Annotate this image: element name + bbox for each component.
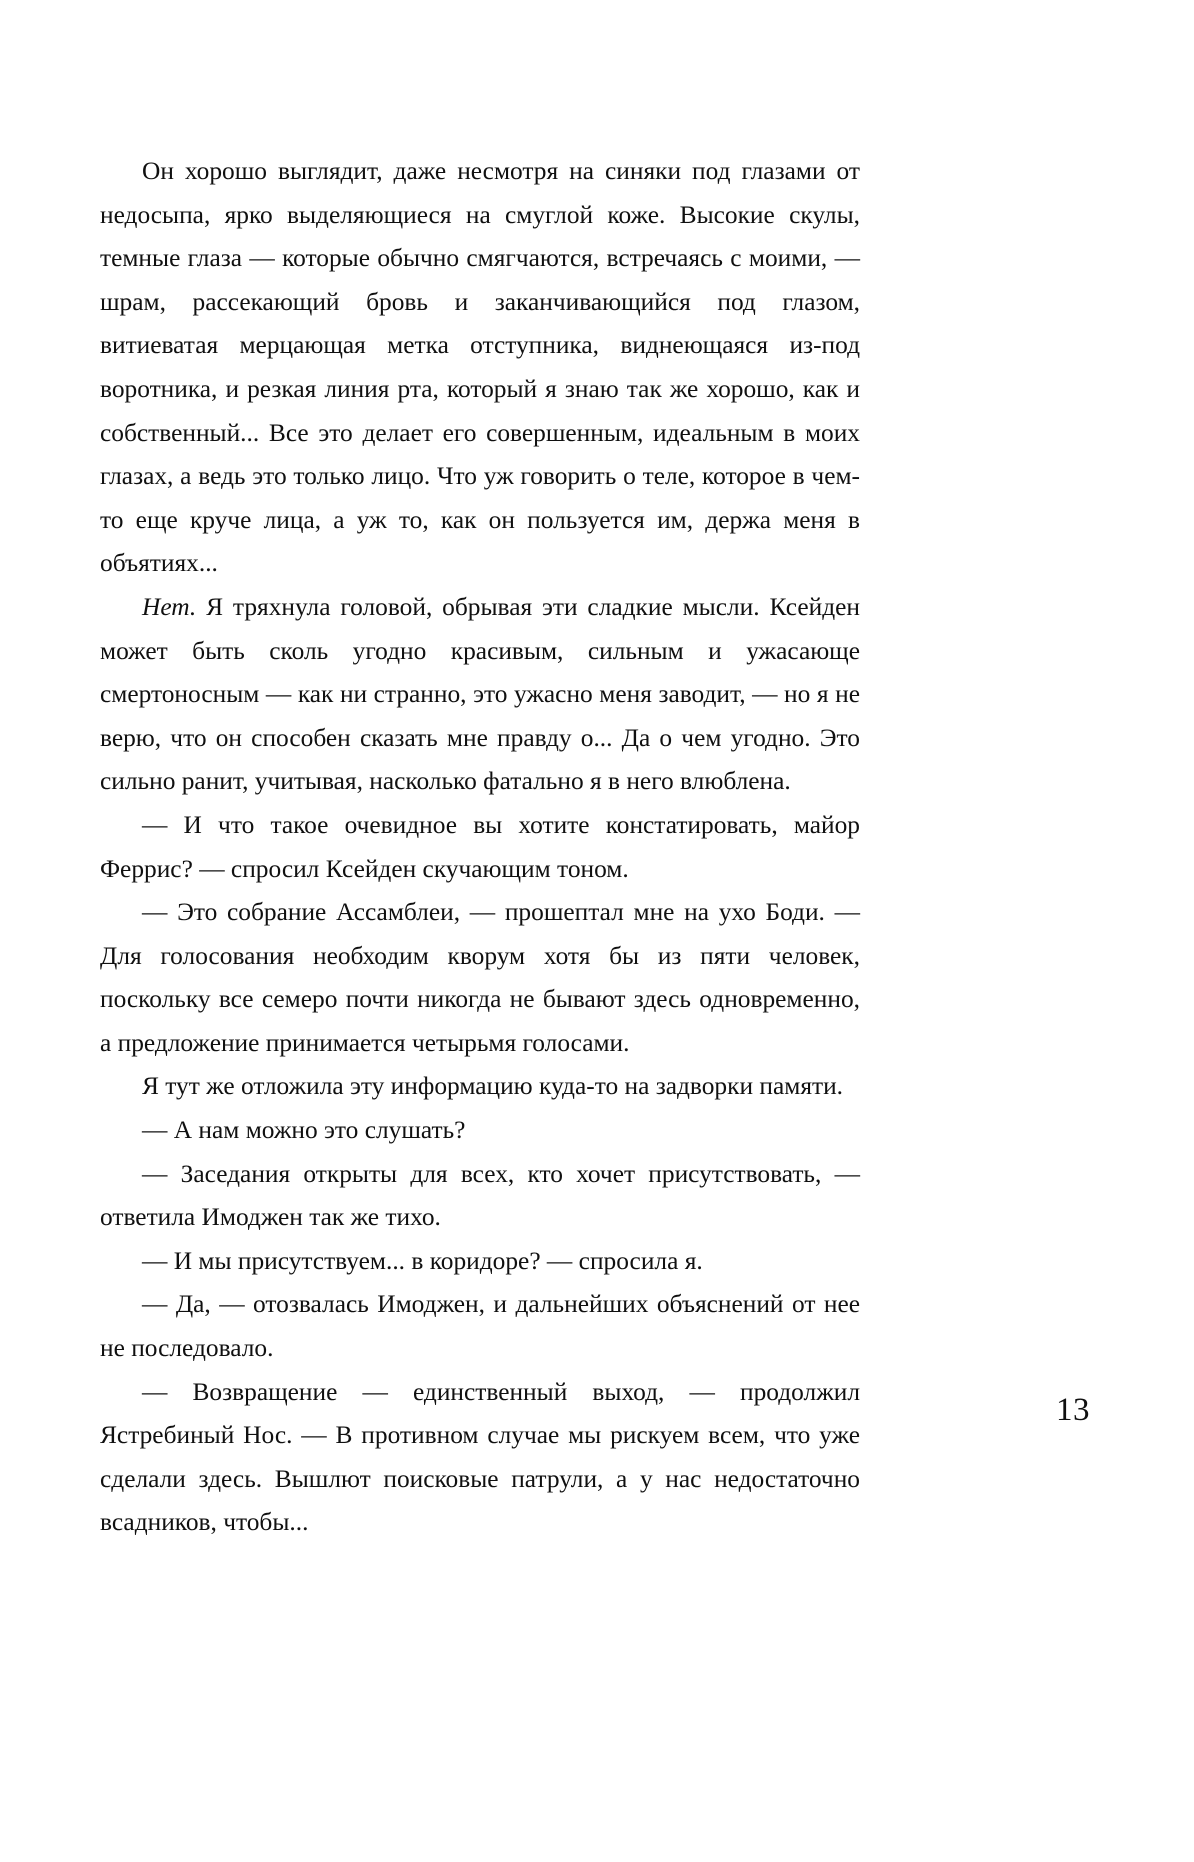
page-body-text: [100, 150, 860, 1545]
paragraph-7-dialogue: [100, 1153, 860, 1240]
paragraph-7-text: — Заседания открыты для всех, кто хочет присутствовать, — ответила Имоджен так же тихо.: [100, 1159, 860, 1232]
paragraph-5: [100, 1065, 860, 1109]
paragraph-4-dialogue: [100, 891, 860, 1065]
paragraph-5-text: Я тут же отложила эту информацию куда-то на задворки памяти.: [142, 1072, 844, 1101]
paragraph-3-text: — И что такое очевидное вы хотите констатировать, майор Феррис? — спросил Ксейден скучающим тоном.: [100, 810, 860, 883]
paragraph-9-text: — Да, — отозвалась Имоджен, и дальнейших объяснений от нее не последовало.: [100, 1290, 860, 1363]
paragraph-2-text: Я тряхнула головой, обрывая эти сладкие мысли. Ксейден может быть сколь угодно красивым, сильным и ужасающе смертоносным — как ни странно, это ужасно меня заводит, — но я не верю, что он способен сказать мне правду о... Да о чем угодно. Это сильно ранит, учитывая, насколько фатально я в него влюблена.: [100, 592, 860, 796]
paragraph-10-dialogue: [100, 1371, 860, 1545]
paragraph-10-text: — Возвращение — единственный выход, — продолжил Ястребиный Нос. — В противном случае мы рискуем всем, что уже сделали здесь. Вышлют поисковые патрули, а у нас недостаточно всадников, чтобы...: [100, 1377, 860, 1537]
paragraph-2: [100, 586, 860, 804]
paragraph-9-dialogue: [100, 1283, 860, 1370]
paragraph-3-dialogue: [100, 804, 860, 891]
page-number: 13: [1056, 1392, 1090, 1428]
paragraph-1: [100, 150, 860, 586]
paragraph-8-text: — И мы присутствуем... в коридоре? — спросила я.: [142, 1246, 703, 1275]
paragraph-2-italic-lead: Нет.: [142, 592, 197, 621]
paragraph-6-dialogue: [100, 1109, 860, 1153]
paragraph-1-text: Он хорошо выглядит, даже несмотря на синяки под глазами от недосыпа, ярко выделяющиеся на смуглой коже. Высокие скулы, темные глаза — которые обычно смягчаются, встречаясь с моими, — шрам, рассекающий бровь и заканчивающийся под глазом, витиеватая мерцающая метка отступника, виднеющаяся из-под воротника, и резкая линия рта, который я знаю так же хорошо, как и собственный... Все это делает его совершенным, идеальным в моих глазах, а ведь это только лицо. Что уж говорить о теле, которое в чем-то еще круче лица, а уж то, как он пользуется им, держа меня в объятиях...: [100, 157, 860, 578]
paragraph-8-dialogue: [100, 1240, 860, 1284]
paragraph-4-text: — Это собрание Ассамблеи, — прошептал мне на ухо Боди. — Для голосования необходим кворум хотя бы из пяти человек, поскольку все семеро почти никогда не бывают здесь одновременно, а предложение принимается четырьмя голосами.: [100, 898, 860, 1057]
paragraph-6-text: — А нам можно это слушать?: [142, 1116, 466, 1145]
